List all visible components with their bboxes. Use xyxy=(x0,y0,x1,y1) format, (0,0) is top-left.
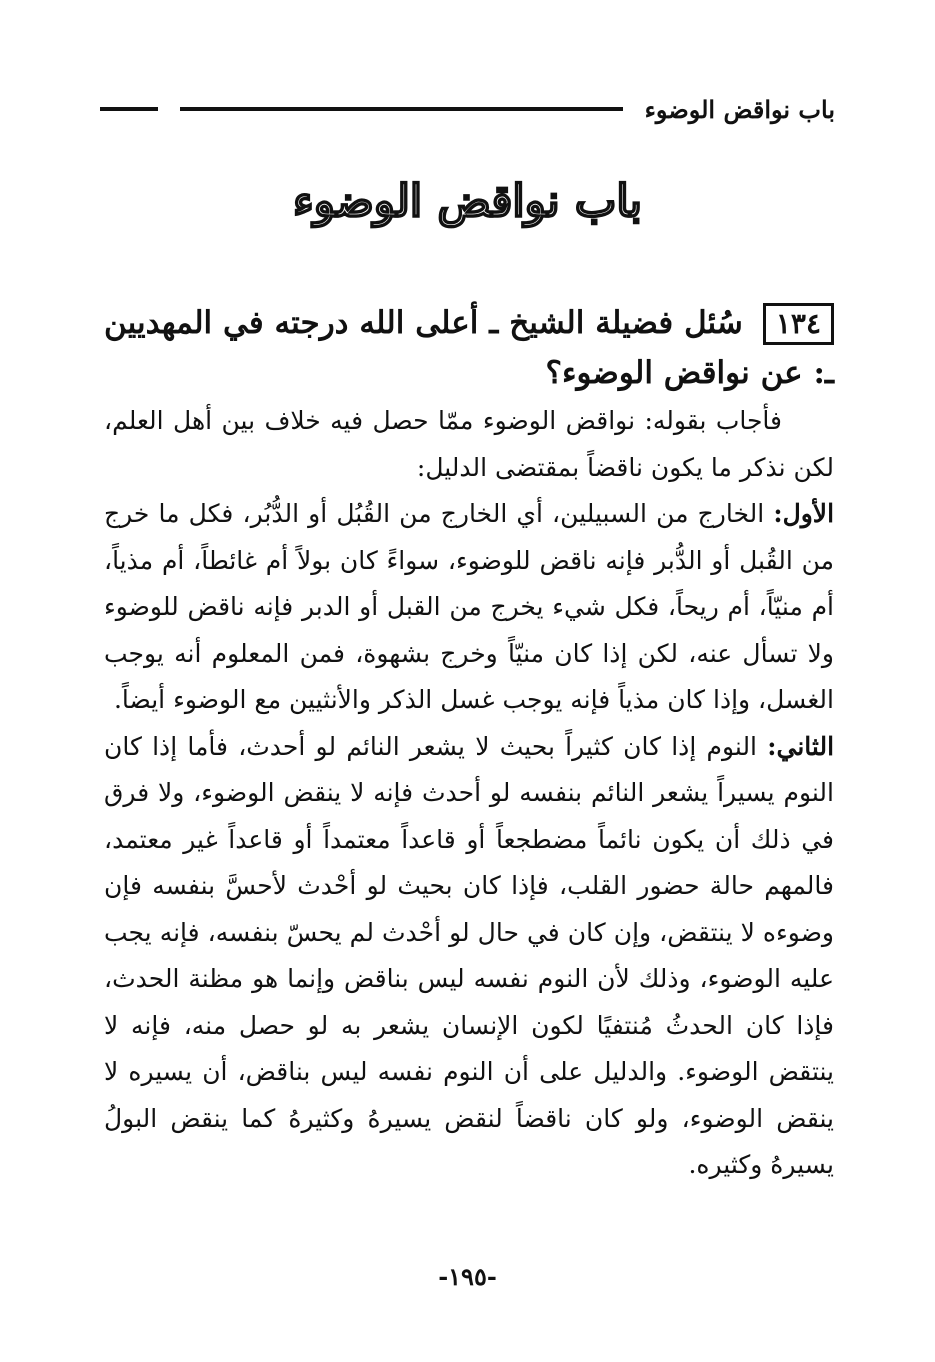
question-text: سُئل فضيلة الشيخ ـ أعلى الله درجته في المهديين ـ: عن نواقض الوضوء؟ xyxy=(104,305,834,391)
header-rule-long xyxy=(180,107,623,111)
second-text: النوم إذا كان كثيراً بحيث لا يشعر النائم لو أحدث، فأما إذا كان النوم يسيراً يشعر النائم بنفسه لو أحدث فإنه لا ينقض الوضوء، ولا فرق في ذلك أن يكون نائماً مضطجعاً أو قاعداً معتمداً أو قاعداً غير معتمد، فالمهم حالة حضور القلب، فإذا كان بحيث لو أحْدث لأحسَّ بنفسه فإن وضوءه لا ينتقض، وإن كان في حال لو أحْدث لم يحسّ بنفسه، فإنه يجب عليه الوضوء، وذلك لأن النوم نفسه ليس بناقض وإنما هو مظنة الحدث، فإذا كان الحدثُ مُنتفيًا لكون الإنسان يشعر به لو حصل منه، فإنه لا ينتقض الوضوء. والدليل على أن النوم نفسه ليس بناقض، أن يسيره لا ينقض الوضوء، ولو كان ناقضاً لنقض يسيرهُ وكثيرهُ كما ينقض البولُ يسيرهُ وكثيره. xyxy=(104,731,834,1179)
page-body xyxy=(104,298,834,1189)
first-text: الخارج من السبيلين، أي الخارج من القُبُل أو الدُّبُر، فكل ما خرج من القُبل أو الدُّبر فإنه ناقض للوضوء، سواءً كان بولاً أم غائطاً، أم مذياً، أم منيّاً، أم ريحاً، فكل شيء يخرج من القبل أو الدبر فإنه ناقض للوضوء ولا تسأل عنه، لكن إذا كان منيّاً وخرج بشهوة، فمن المعلوم أنه يوجب الغسل، وإذا كان مذياً فإنه يوجب غسل الذكر والأنثيين مع الوضوء أيضاً. xyxy=(104,499,834,714)
second-label: الثاني: xyxy=(767,731,835,761)
question-number-box: ١٣٤ xyxy=(763,303,834,345)
header-rule-short xyxy=(100,107,158,111)
question xyxy=(104,298,834,398)
answer-intro: فأجاب بقوله: نواقض الوضوء ممّا حصل فيه خلاف بين أهل العلم، لكن نذكر ما يكون ناقضاً بمقتضى الدليل: xyxy=(104,406,834,482)
running-header-title: باب نواقض الوضوء xyxy=(644,94,835,124)
first-nullifier xyxy=(104,491,834,724)
page-number: -١٩٥- xyxy=(438,1262,497,1291)
chapter-title: باب نواقض الوضوء xyxy=(293,176,642,227)
running-header xyxy=(100,92,835,126)
first-label: الأول: xyxy=(773,499,835,528)
second-nullifier xyxy=(104,724,834,1189)
